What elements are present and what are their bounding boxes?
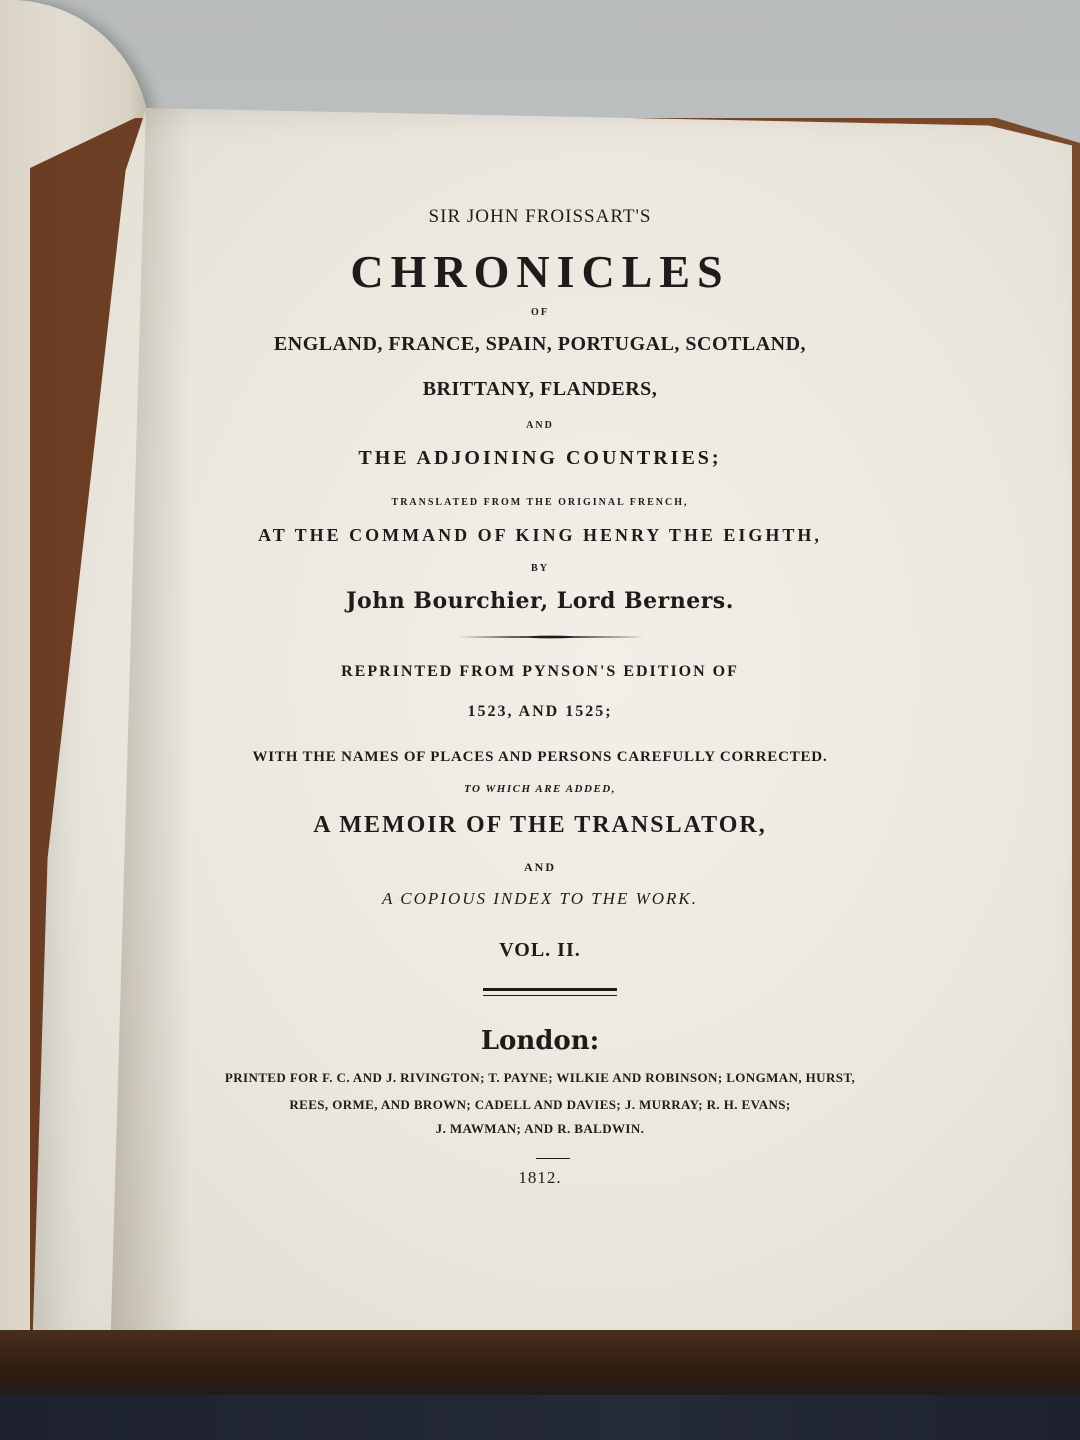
translated-line: TRANSLATED FROM THE ORIGINAL FRENCH, bbox=[391, 497, 689, 508]
countries-line-1: ENGLAND, FRANCE, SPAIN, PORTUGAL, SCOTLAND, bbox=[273, 333, 807, 355]
author-line: SIR JOHN FROISSART'S bbox=[428, 206, 652, 227]
by-label: BY bbox=[531, 563, 549, 574]
corrected-line: WITH THE NAMES OF PLACES AND PERSONS CAREFULLY CORRECTED. bbox=[252, 749, 828, 765]
table-surface bbox=[0, 1395, 1080, 1440]
and-label-1: AND bbox=[526, 420, 554, 431]
and-label-2: AND bbox=[524, 860, 556, 874]
publication-year: 1812. bbox=[518, 1168, 562, 1187]
printer-line-1: PRINTED FOR F. C. AND J. RIVINGTON; T. PAYNE; WILKIE AND ROBINSON; LONGMAN, HURST, bbox=[224, 1070, 856, 1085]
memoir-line: A MEMOIR OF THE TRANSLATOR, bbox=[313, 812, 767, 838]
place-of-publication: London: bbox=[480, 1026, 600, 1056]
index-line: A COPIOUS INDEX TO THE WORK. bbox=[381, 889, 699, 908]
reprinted-line: REPRINTED FROM PYNSON'S EDITION OF bbox=[341, 663, 739, 680]
volume-label: VOL. II. bbox=[499, 939, 581, 961]
swell-rule bbox=[458, 635, 644, 639]
translator-name: John Bourchier, Lord Berners. bbox=[346, 588, 734, 614]
command-line: AT THE COMMAND OF KING HENRY THE EIGHTH, bbox=[258, 525, 822, 545]
double-rule bbox=[483, 988, 617, 996]
printer-line-3: J. MAWMAN; AND R. BALDWIN. bbox=[435, 1121, 645, 1136]
short-rule bbox=[536, 1158, 570, 1159]
countries-line-3: THE ADJOINING COUNTRIES; bbox=[358, 447, 722, 469]
book-title: CHRONICLES bbox=[350, 246, 730, 297]
countries-line-2: BRITTANY, FLANDERS, bbox=[422, 378, 658, 400]
of-label: OF bbox=[531, 307, 549, 318]
printer-line-2: REES, ORME, AND BROWN; CADELL AND DAVIES; J. MURRAY; R. H. EVANS; bbox=[289, 1097, 791, 1112]
added-line: TO WHICH ARE ADDED, bbox=[464, 783, 616, 795]
editions-line: 1523, AND 1525; bbox=[467, 703, 613, 720]
